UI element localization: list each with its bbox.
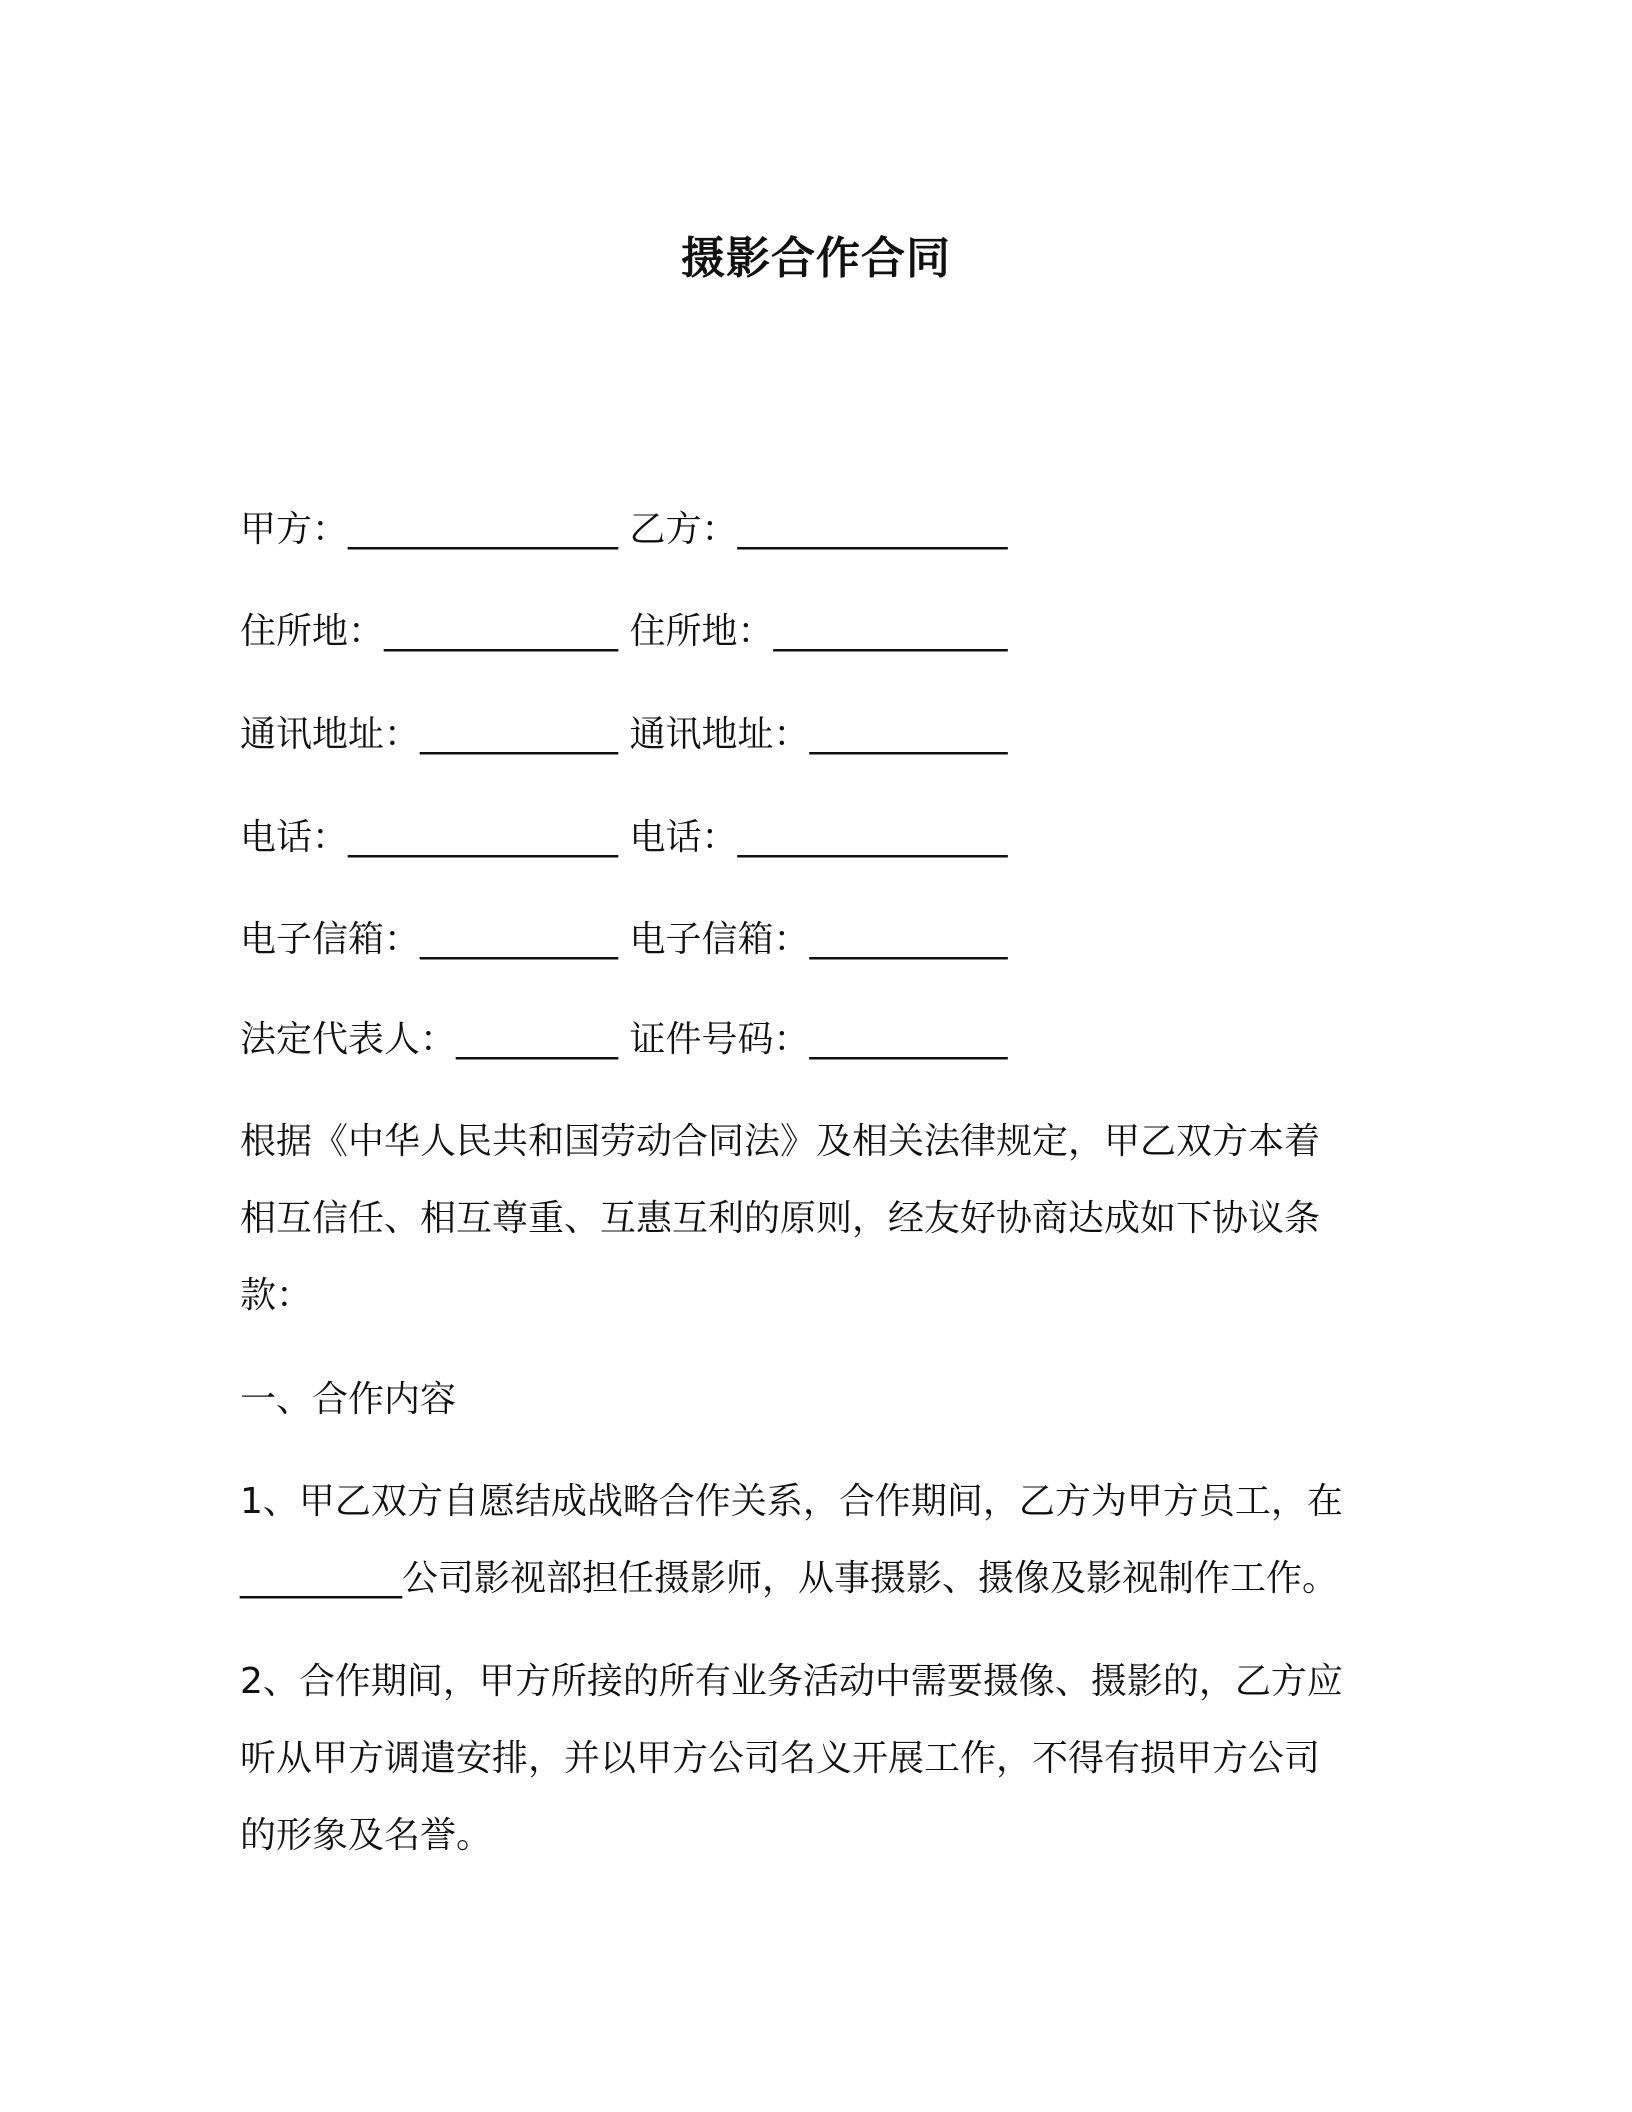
clause-line: 1、甲乙双方自愿结成战略合作关系，合作期间，乙方为甲方员工，在 bbox=[240, 1481, 1343, 1522]
clause-line: _________公司影视部担任摄影师，从事摄影、摄像及影视制作工作。 bbox=[240, 1558, 1339, 1599]
preamble-line: 相互信任、相互尊重、互惠互利的原则，经友好协商达成如下协议条 bbox=[240, 1198, 1321, 1239]
phone-row: 电话：_______________ 电话：_______________ bbox=[240, 817, 1008, 858]
clause-line: 听从甲方调遣安排，并以甲方公司名义开展工作，不得有损甲方公司 bbox=[240, 1738, 1321, 1779]
preamble-line: 根据《中华人民共和国劳动合同法》及相关法律规定，甲乙双方本着 bbox=[240, 1121, 1321, 1162]
legal-representative-row: 法定代表人：_________ 证件号码：___________ bbox=[240, 1019, 1008, 1060]
clause-line: 2、合作期间，甲方所接的所有业务活动中需要摄像、摄影的，乙方应 bbox=[240, 1661, 1343, 1702]
email-row: 电子信箱：___________ 电子信箱：___________ bbox=[240, 919, 1008, 960]
address-row: 住所地：_____________ 住所地：_____________ bbox=[240, 611, 1008, 652]
document-title: 摄影合作合同 bbox=[681, 233, 951, 284]
mailing-address-row: 通讯地址：___________ 通讯地址：___________ bbox=[240, 714, 1008, 755]
party-name-row: 甲方：_______________ 乙方：_______________ bbox=[240, 509, 1008, 550]
preamble-line: 款： bbox=[240, 1275, 313, 1316]
section-heading: 一、合作内容 bbox=[240, 1379, 457, 1420]
clause-line: 的形象及名誉。 bbox=[240, 1815, 493, 1856]
